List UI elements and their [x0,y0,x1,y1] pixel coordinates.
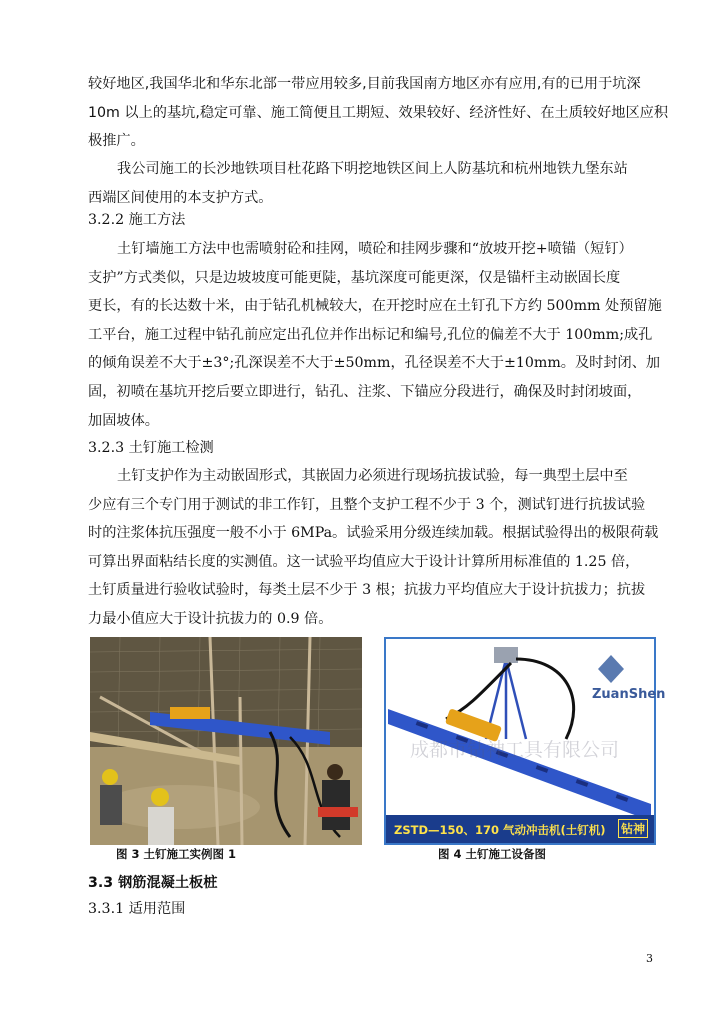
construction-scene-illustration [90,637,362,845]
text-line: 西端区间使用的本支护方式。 [88,189,273,206]
figure-3-construction-photo [90,637,362,845]
figure-4-caption: 图 4 土钉施工设备图 [438,847,547,861]
brand-badge: 钻神 [618,819,648,838]
text-line: 更长，有的长达数十米，由于钻孔机械较大，在开挖时应在土钉孔下方约 500mm 处预留施 [88,298,662,315]
text-line: 少应有三个专门用于测试的非工作钉，且整个支护工程不少于 3 个，测试钉进行抗拔试验 [88,496,646,513]
text-line: 固，初喷在基坑开挖后要立即进行，钻孔、注浆、下锚应分段进行，确保及时封闭坡面， [88,383,642,400]
text-line: 力最小值应大于设计抗拔力的 0.9 倍。 [88,610,333,627]
text-line: 10m 以上的基坑,稳定可靠、施工简便且工期短、效果较好、经济性好、在土质较好地区应积 [88,104,669,121]
text-line: 时的注浆体抗压强度一般不小于 6MPa。试验采用分级连续加载。根据试验得出的极限荷载 [88,525,659,542]
section-heading-3-3: 3.3 钢筋混凝土板桩 [88,875,218,891]
text-line: 工平台，施工过程中钻孔前应定出孔位并作出标记和编号,孔位的偏差不大于 100mm;成孔 [88,326,653,343]
section-heading-3-2-3: 3.2.3 土钉施工检测 [88,440,214,456]
text-line: 土钉质量进行验收试验时，每类土层不少于 3 根；抗拔力平均值应大于设计抗拔力；抗拔 [88,582,646,599]
text-line: 我公司施工的长沙地铁项目杜花路下明挖地铁区间上人防基坑和杭州地铁九堡东站 [117,161,628,177]
zuanshen-logo-icon [598,655,624,683]
paragraph-continuation [88,70,669,156]
company-watermark: 成都市钻神工具有限公司 [410,739,620,761]
text-line: 土钉墙施工方法中也需喷射砼和挂网，喷砼和挂网步骤和“放坡开挖+喷锚（短钉） [117,241,633,257]
figure-3-caption: 图 3 土钉施工实例图 1 [116,847,237,861]
product-banner-text: ZSTD—150、170 气动冲击机(土钉机) [394,823,606,837]
paragraph-projects [88,155,658,212]
paragraph-inspection [88,462,658,634]
page-number: 3 [646,952,653,965]
figure-4-equipment-photo [384,637,666,845]
text-line: 极推广。 [88,133,145,150]
paragraph-construction-method [88,235,662,435]
section-heading-3-2-2: 3.2.2 施工方法 [88,212,186,228]
text-line: 可算出界面粘结长度的实测值。这一试验平均值应大于设计计算所用标准值的 1.25 倍， [88,553,640,570]
text-line: 土钉支护作为主动嵌固形式，其嵌固力必须进行现场抗拔试验，每一典型土层中至 [117,468,628,484]
text-line: 较好地区,我国华北和华东北部一带应用较多,目前我国南方地区亦有应用,有的已用于坑深 [88,76,641,92]
brand-logo-text: ZuanShen [592,687,666,702]
text-line: 加固坡体。 [88,412,159,429]
text-line: 支护”方式类似，只是边坡坡度可能更陡，基坑深度可能更深，仅是锚杆主动嵌固长度 [88,269,621,286]
text-line: 的倾角误差不大于±3°;孔深误差不大于±50mm，孔径误差不大于±10mm。及时封闭、加 [88,355,661,372]
section-heading-3-3-1: 3.3.1 适用范围 [88,901,186,917]
